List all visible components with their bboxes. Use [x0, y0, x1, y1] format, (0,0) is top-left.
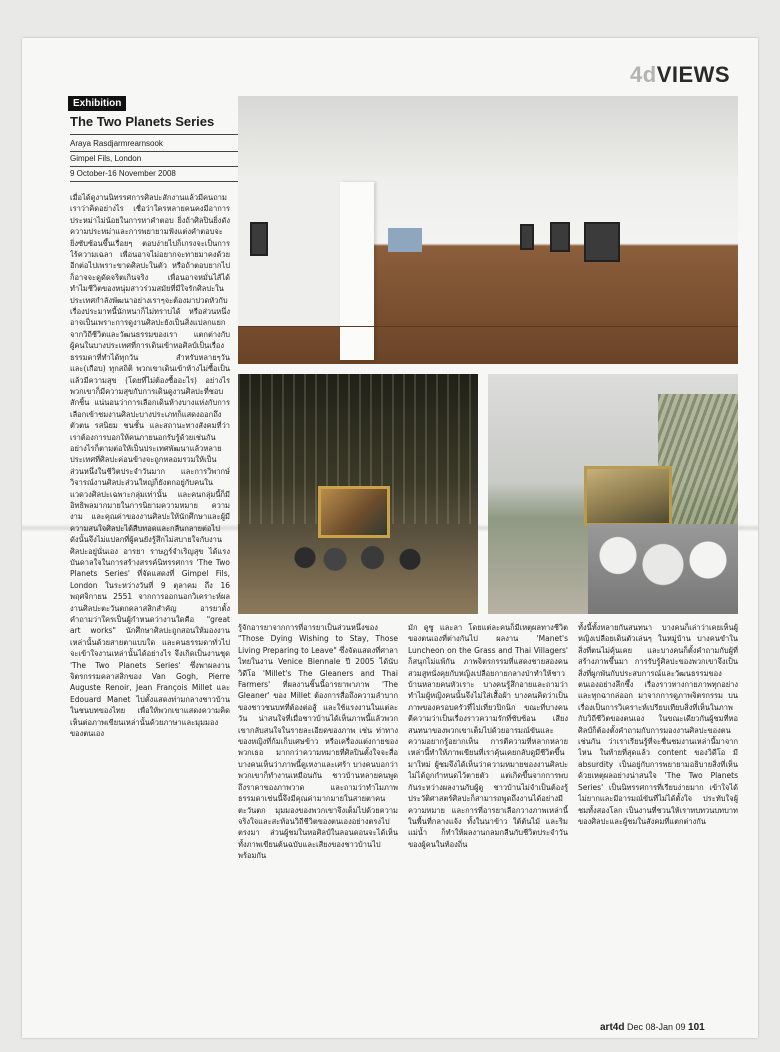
villagers-watching — [588, 524, 738, 614]
title-rule — [70, 134, 250, 135]
gallery-artwork — [520, 224, 534, 250]
video-projection — [388, 228, 422, 252]
gallery-floor-edge — [238, 326, 738, 327]
gallery-pillar — [340, 182, 374, 360]
article-title: The Two Planets Series — [70, 114, 215, 129]
section-tag: Exhibition — [68, 96, 126, 111]
riverside-screening-photo — [488, 374, 738, 614]
meta-rule-1 — [70, 151, 250, 152]
venue-name: Gimpel Fils, London — [70, 154, 142, 163]
seated-villagers — [290, 544, 440, 578]
article-column-3 — [408, 622, 568, 1012]
column-1-text: เมื่อได้ดูงานนิทรรศการศิลปะสักงานแล้วมีคนถามเราว่าคิดอย่างไร เชื่อว่าใครหลายคนคงมีอาการประหม่าไม่น้อยในการหาคำตอบ ยิ่งถ้าศิลปินยิ่งดัง ความประหม่าและการพยายามฟังแต่งคำตอบจะยิ่งซับซ้อนขึ้นเรื่อยๆ ตอบง่ายไปก็เกรงจะเป็นการไร้ความเฉลา เพื่อนอาจไม่อยากจะทายมาคงด้วยอีกต่อไปเพราะขาดศิลปะในตัว หรือถ้าตอบยากไปก็อาจจะดูดัดจริตเกินจริง เพื่อนอาจหมั่นไส้ได้ ทำไมชีวิตของหนุ่มสาวร่วมสมัยที่มีใจรักศิลปะในประเทศกำลังพัฒนาอย่างเราๆจะต้องมาปวดหัวกับเรื่องประมาทนี้นักหนาก็ไม่ทราบได้ หรือส่วนหนึ่งอาจเป็นเพราะการดูงานศิลปะยังเป็นสิ่งแปลกแยกจากวิถีชีวิตและวัฒนธรรมของเรา แตกต่างกับผู้คนในบางประเทศที่การเดินเข้าหอศิลป์เป็นเรื่องธรรมดาที่ทำได้ทุกวัน สำหรับหลายๆวันและ(เกือบ) ทุกสถิติ พวกเขาเดินเข้าห้างไม่ซื้อเป็นแล้วมีความสุข (โดยที่ไม่ต้องซื้ออะไร) อย่างไรพวกเขาก็มีความสุขกับการเดินดูงานศิลปะที่ชอบสักชิ้น แน่นอนว่าการเลือกเดินห้างบางแห่งกับการเลือกเข้าชมงานศิลปะบางประเภทก็แสดงออกถึงตัวตน รสนิยม ชนชั้น และสถานะทางสังคมที่ว่าเราต้องการบอกให้คนภายนอกรับรู้ด้วยเช่นกัน อย่างไรก็ตามต่อให้เป็นประเทศพัฒนาแล้วหลายประเทศที่ศิลปะค่อนข้างจะถูกหลอมรวมให้เป็นส่วนหนึ่งในชีวิตประจำวันมาก และการวิพากษ์วิจารณ์งานศิลปะส่วนใหญ่ก็ยังตกอยู่กับคนในแวดวงศิลปะเฉพาะกลุ่มเท่านั้น และคนกลุ่มนี้ก็มีอิทธิพลมากมายในการนิยามความหมาย ความงาม และคุณค่าของงานศิลปะให้นักศึกษาและผู้มีความสนใจศิลปะได้สืบทอดและกลืนกลายต่อไป ดังนั้นจึงไม่แปลกที่ผู้คนยังรู้สึกไม่สบายใจกับงานศิลปะอยู่นั่นเอง อารยา ราษฎร์จำเริญสุข ได้แรงบันดาลใจในการสร้างสรรค์นิทรรศการ 'The Two Planets Series' ที่จัดแสดงที่ Gimpel Fils, London ในระหว่างวันที่ 9 ตุลาคม ถึง 16 พฤศจิกายน 2551 จากการออกนอกวิเคราะห์ผลงานศิลปะตะวันตกคลาสสิกสำคัญ อารยาตั้งคำถามว่าใครเป็นผู้กำหนดว่างานใดคือ "great art works" นักศึกษาศิลปะถูกสอนให้มองงานเหล่านั้นด้วยสายตาแบบใด และคนธรรมดาทั่วไปจะเข้าใจงานเหล่านั้นได้อย่างไร จึงเกิดเป็นงานชุด 'The Two Planets Series' ซึ่งพาผลงานจิตรกรรมคลาสสิกของ Van Gogh, Pierre Auguste Renoir, Jean François Millet และ Edouard Manet ไปตั้งแสดงท่ามกลางชาวบ้านในชนบทของไทย เพื่อให้พวกเขาแสดงความคิดเห็นต่อภาพเขียนเหล่านั้นด้วยภาษาและมุมมองของตนเอง — [70, 193, 230, 739]
gallery-installation-photo — [238, 96, 738, 364]
gallery-artwork — [250, 222, 268, 256]
brand-light-text: 4d — [630, 62, 657, 87]
framed-painting — [318, 486, 390, 538]
column-4-text: ทั้งนี้ทั้งหลายกันสนทนา บางคนก็เล่าว่าเคยเห็นผู้หญิงเปลือยเดินตัวเล่นๆ ในหมู่บ้าน บางคนขำในสิ่งที่ตนไม่คุ้นเคย และบางคนก็ตั้งคำถามกับผู้ที่สร้างภาพขึ้นมา การรับรู้ศิลปะของพวกเขาจึงเป็นสิ่งที่ผูกพันกับประสบการณ์และวัฒนธรรมของตนเองอย่างลึกซึ้ง เรื่องราวทางกายภาพทุกอย่างและทุกฉากล่ออก มาจากการดูภาพจิตรกรรม บนเรื่องเป็นการวิเคราะห์เปรียบเทียบสิ่งที่เห็นในภาพกับวิถีชีวิตของตนเอง ในขณะเดียวกันผู้ชมที่หอศิลป์ก็ต้องตั้งคำถามกับการมองงานศิลปะของตนเช่นกัน ว่าเราเรียนรู้ที่จะชื่นชมงานเหล่านี้มาจากไหน ในท้ายที่สุดแล้ว content ของวิดีโอ มี absurdity เป็นอยู่กับการพยายามอธิบายสิ่งที่เห็นด้วยเหตุผลอย่างน่าสนใจ 'The Two Planets Series' เป็นนิทรรศการที่เรียบง่ายมาก เข้าใจได้ไม่ยากและมีอารมณ์ขันที่ไม่ได้ตั้งใจ ประทับใจผู้ชมทั้งสองโลก เป็นงานที่ชวนให้เราทบทวนบทบาทของศิลปะและผู้ชมในสังคมที่แตกต่างกัน — [578, 623, 738, 826]
artist-name: Araya Rasdjarmrearnsook — [70, 139, 163, 148]
column-3-text: มัก ดูซู และลา โดยแต่ละคนก็มีเหตุผลทางชีวิตของตนเองที่ต่างกันไป ผลงาน 'Manet's Luncheon on the Grass and Thai Villagers' ก็สนุกไม่แพ้กัน ภาพจิตรกรรมที่แสดงชายสองคนสวมสูทนั่งคุยกับหญิงเปลือยกายกลางป่าทำให้ชาวบ้านหลายคนหัวเราะ บางคนรู้สึกอายและถามว่าทำไมผู้หญิงคนนั้นจึงไม่ใส่เสื้อผ้า บางคนคิดว่าเป็นภาพของครอบครัวที่ไปเที่ยวปิกนิก ขณะที่บางคนตีความว่าเป็นเรื่องราวความรักที่ซับซ้อน เสียงสนทนาของพวกเขาเต็มไปด้วยอารมณ์ขันและความอยากรู้อยากเห็น การตีความที่หลากหลายเหล่านี้ทำให้ภาพเขียนที่เราคุ้นเคยกลับดูมีชีวิตขึ้นมาใหม่ ผู้ชมจึงได้เห็นว่าความหมายของงานศิลปะไม่ได้ถูกกำหนดไว้ตายตัว แต่เกิดขึ้นจากการพบกันระหว่างผลงานกับผู้ดู ชาวบ้านไม่จำเป็นต้องรู้ประวัติศาสตร์ศิลปะก็สามารถพูดถึงงานได้อย่างมีความหมาย และการที่อารยาเลือกวางภาพเหล่านี้ในพื้นที่กลางแจ้ง ทั้งในนาข้าว ใต้ต้นไม้ และริมแม่น้ำ ก็ทำให้ผลงานกลมกลืนกับชีวิตประจำวันของผู้คนในท้องถิ่น — [408, 623, 568, 849]
bamboo-forest-screening-photo — [238, 374, 478, 614]
article-column-4 — [578, 622, 738, 1012]
meta-rule-2 — [70, 166, 250, 167]
framed-painting-gleaners — [584, 466, 672, 526]
article-column-1 — [70, 192, 230, 1012]
gallery-ceiling — [238, 96, 738, 176]
gallery-artwork — [550, 222, 570, 252]
page-footer — [600, 1022, 705, 1033]
brand-dark-text: VIEWS — [656, 62, 731, 87]
exhibition-dates: 9 October-16 November 2008 — [70, 169, 176, 178]
gallery-artwork — [584, 222, 620, 262]
column-2-text: รู้จักอารยาจากการที่อารยาเป็นส่วนหนึ่งของ "Those Dying Wishing to Stay, Those Living Preparing to Leave" ซึ่งจัดแสดงที่ศาลาไทยในงาน Venice Biennale ปี 2005 ได้นับวิดีโอ 'Millet's The Gleaners and Thai Farmers' ที่ผลงานชิ้นนี้อารยาพาภาพ 'The Gleaner' ของ Millet ต้องการสื่อถึงความลำบากของชาวชนบทที่ต้องต่อสู้ และใช้แรงงานในแต่ละวัน น่าสนใจที่เมื่อชาวบ้านได้เห็นภาพนี้แล้วพวกเขากลับสนใจในรายละเอียดของภาพ เช่น ท่าทางของหญิงที่ก้มเก็บเศษข้าว หรือเครื่องแต่งกายของพวกเธอ มากกว่าความหมายที่ศิลปินตั้งใจจะสื่อ บางคนเห็นว่าภาพนี้ดูเหงาและเศร้า บางคนบอกว่าพวกเขาก็ทำงานเหมือนกัน ชาวบ้านหลายคนพูดถึงราคาของภาพวาด และถามว่าทำไมภาพธรรมดาเช่นนี้จึงมีคุณค่ามากมายในสายตาคนตะวันตก มุมมองของพวกเขาจึงเต็มไปด้วยความจริงใจและสะท้อนวิถีชีวิตของตนเองอย่างตรงไปตรงมา ส่วนผู้ชมในหอศิลป์ในลอนดอนจะได้เห็นทั้งภาพเขียนต้นฉบับและเสียงของชาวบ้านไปพร้อมกัน — [238, 623, 398, 861]
meta-rule-3 — [70, 181, 250, 182]
footer-page-number: 101 — [688, 1022, 705, 1033]
magazine-page — [22, 38, 758, 1038]
footer-magazine: art4d — [600, 1022, 625, 1033]
section-brand — [630, 62, 730, 88]
article-column-2 — [238, 622, 398, 1012]
footer-issue: Dec 08-Jan 09 — [626, 1022, 686, 1032]
